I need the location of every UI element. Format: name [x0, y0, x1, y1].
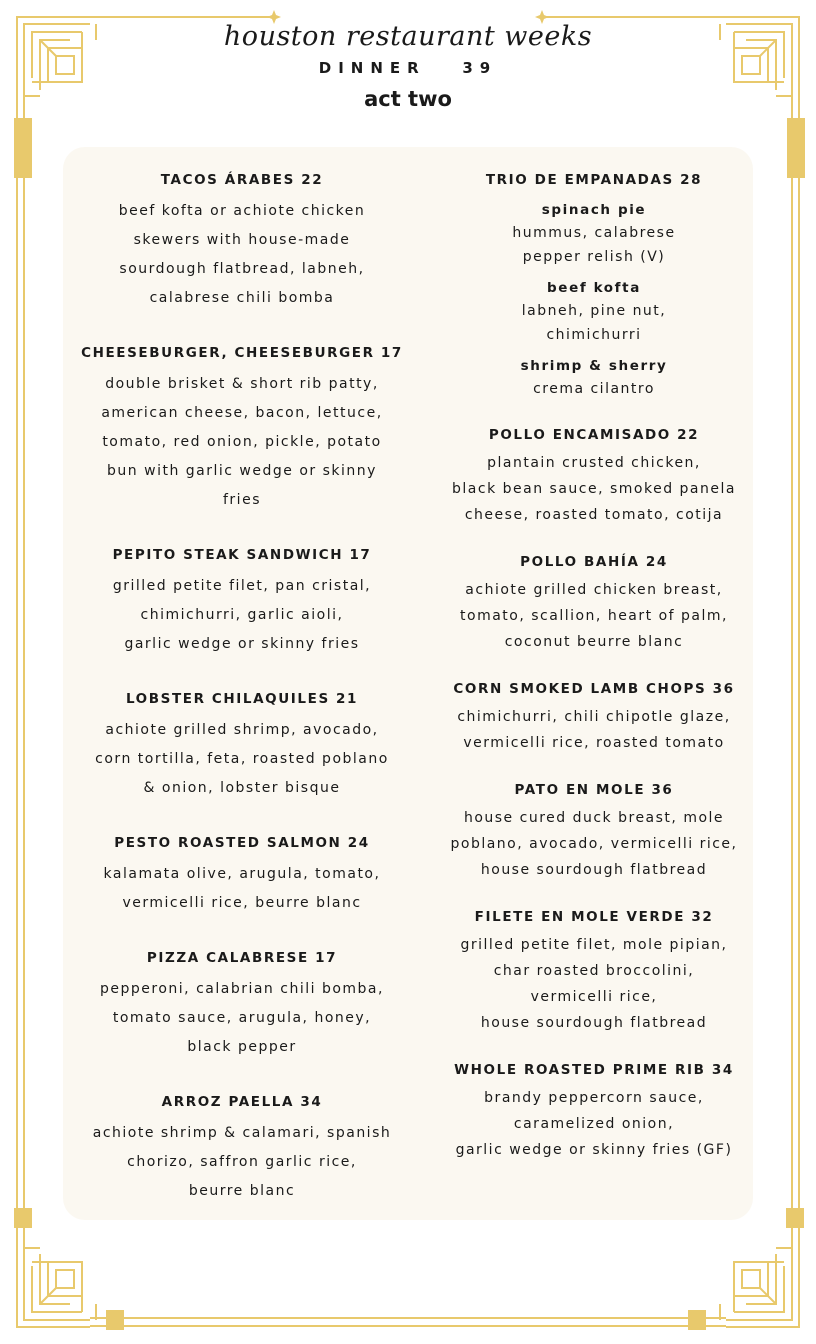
menu-item-title: TACOS ÁRABES 22	[160, 172, 324, 188]
corner-ornament-bottom-left	[17, 1248, 96, 1327]
menu-item	[78, 947, 406, 1062]
menu-column-right	[437, 147, 751, 1186]
empanada-name: shrimp & sherry	[520, 358, 668, 374]
menu-item-title: WHOLE ROASTED PRIME RIB 34	[454, 1062, 734, 1078]
menu-item-description: grilled petite filet, mole pipian, char roasted broccolini, vermicelli rice, house sourdough flatbread	[460, 937, 728, 1031]
menu-item-description: pepperoni, calabrian chili bomba, tomato sauce, arugula, honey, black pepper	[100, 981, 384, 1055]
menu-item	[78, 832, 406, 918]
menu-item	[437, 1059, 751, 1163]
empanada-description: labneh, pine nut, chimichurri	[521, 303, 667, 343]
menu-item	[437, 424, 751, 528]
menu-item-description: achiote grilled shrimp, avocado, corn tortilla, feta, roasted poblano & onion, lobster bisque	[95, 722, 389, 796]
menu-item-description: grilled petite filet, pan cristal, chimichurri, garlic aioli, garlic wedge or skinny fries	[112, 578, 372, 652]
menu-item	[78, 1091, 406, 1206]
menu-column-left	[78, 147, 406, 1235]
menu-item-description: house cured duck breast, mole poblano, avocado, vermicelli rice, house sourdough flatbread	[450, 810, 738, 878]
empanada-description: crema cilantro	[533, 381, 655, 397]
menu-item-title: PESTO ROASTED SALMON 24	[114, 835, 370, 851]
menu-item-description: beef kofta or achiote chicken skewers with house-made sourdough flatbread, labneh, calabrese chili bomba	[118, 203, 366, 306]
gold-block-bottom-left	[106, 1310, 124, 1330]
menu-item-description: double brisket & short rib patty, american cheese, bacon, lettuce, tomato, red onion, pickle, potato bun with garlic wedge or skinny fries	[101, 376, 383, 508]
menu-item-title: FILETE EN MOLE VERDE 32	[474, 909, 714, 925]
menu-item-title: LOBSTER CHILAQUILES 21	[125, 691, 359, 707]
empanada-name: spinach pie	[541, 202, 647, 218]
gold-block-bottom-right	[688, 1310, 706, 1330]
menu-item-title: POLLO ENCAMISADO 22	[488, 427, 700, 443]
event-title: houston restaurant weeks	[223, 21, 593, 52]
empanada-name: beef kofta	[547, 280, 641, 296]
menu-item	[437, 678, 751, 756]
menu-item-description: plantain crusted chicken, black bean sauce, smoked panela cheese, roasted tomato, cotija	[452, 455, 736, 523]
menu-item-description: achiote grilled chicken breast, tomato, scallion, heart of palm, coconut beurre blanc	[460, 582, 728, 650]
gold-block-left-bottom	[14, 1208, 32, 1228]
menu-item-empanadas	[437, 169, 751, 401]
menu-item	[437, 551, 751, 655]
menu-item-title: ARROZ PAELLA 34	[161, 1094, 323, 1110]
corner-ornament-bottom-right	[720, 1248, 799, 1327]
menu-item-title: POLLO BAHÍA 24	[520, 554, 668, 570]
dinner-price: DINNER 39	[318, 59, 498, 77]
menu-item	[78, 169, 406, 313]
gold-block-right-bottom	[786, 1208, 804, 1228]
menu-item-description: kalamata olive, arugula, tomato, vermicelli rice, beurre blanc	[103, 866, 381, 911]
menu-item-title: CHEESEBURGER, CHEESEBURGER 17	[81, 345, 403, 361]
course-title: act two	[364, 87, 452, 111]
menu-item-title: PIZZA CALABRESE 17	[146, 950, 338, 966]
menu-item-description: brandy peppercorn sauce, caramelized onion, garlic wedge or skinny fries (GF)	[455, 1090, 733, 1158]
menu-item-title: TRIO DE EMPANADAS 28	[485, 172, 703, 188]
menu-item-title: PEPITO STEAK SANDWICH 17	[112, 547, 372, 563]
menu-panel	[63, 147, 753, 1220]
menu-item	[78, 342, 406, 515]
empanada-description: hummus, calabrese pepper relish (V)	[512, 225, 676, 265]
menu-item	[78, 544, 406, 659]
menu-item	[437, 906, 751, 1036]
gold-block-left-top	[14, 118, 32, 178]
menu-item-description: chimichurri, chili chipotle glaze, vermicelli rice, roasted tomato	[457, 709, 731, 751]
menu-item	[78, 688, 406, 803]
menu-item	[437, 779, 751, 883]
menu-item-title: CORN SMOKED LAMB CHOPS 36	[453, 681, 735, 697]
gold-block-right-top	[787, 118, 805, 178]
menu-item-title: PATO EN MOLE 36	[514, 782, 674, 798]
menu-header	[0, 18, 816, 113]
menu-item-description: achiote shrimp & calamari, spanish chorizo, saffron garlic rice, beurre blanc	[92, 1125, 392, 1199]
